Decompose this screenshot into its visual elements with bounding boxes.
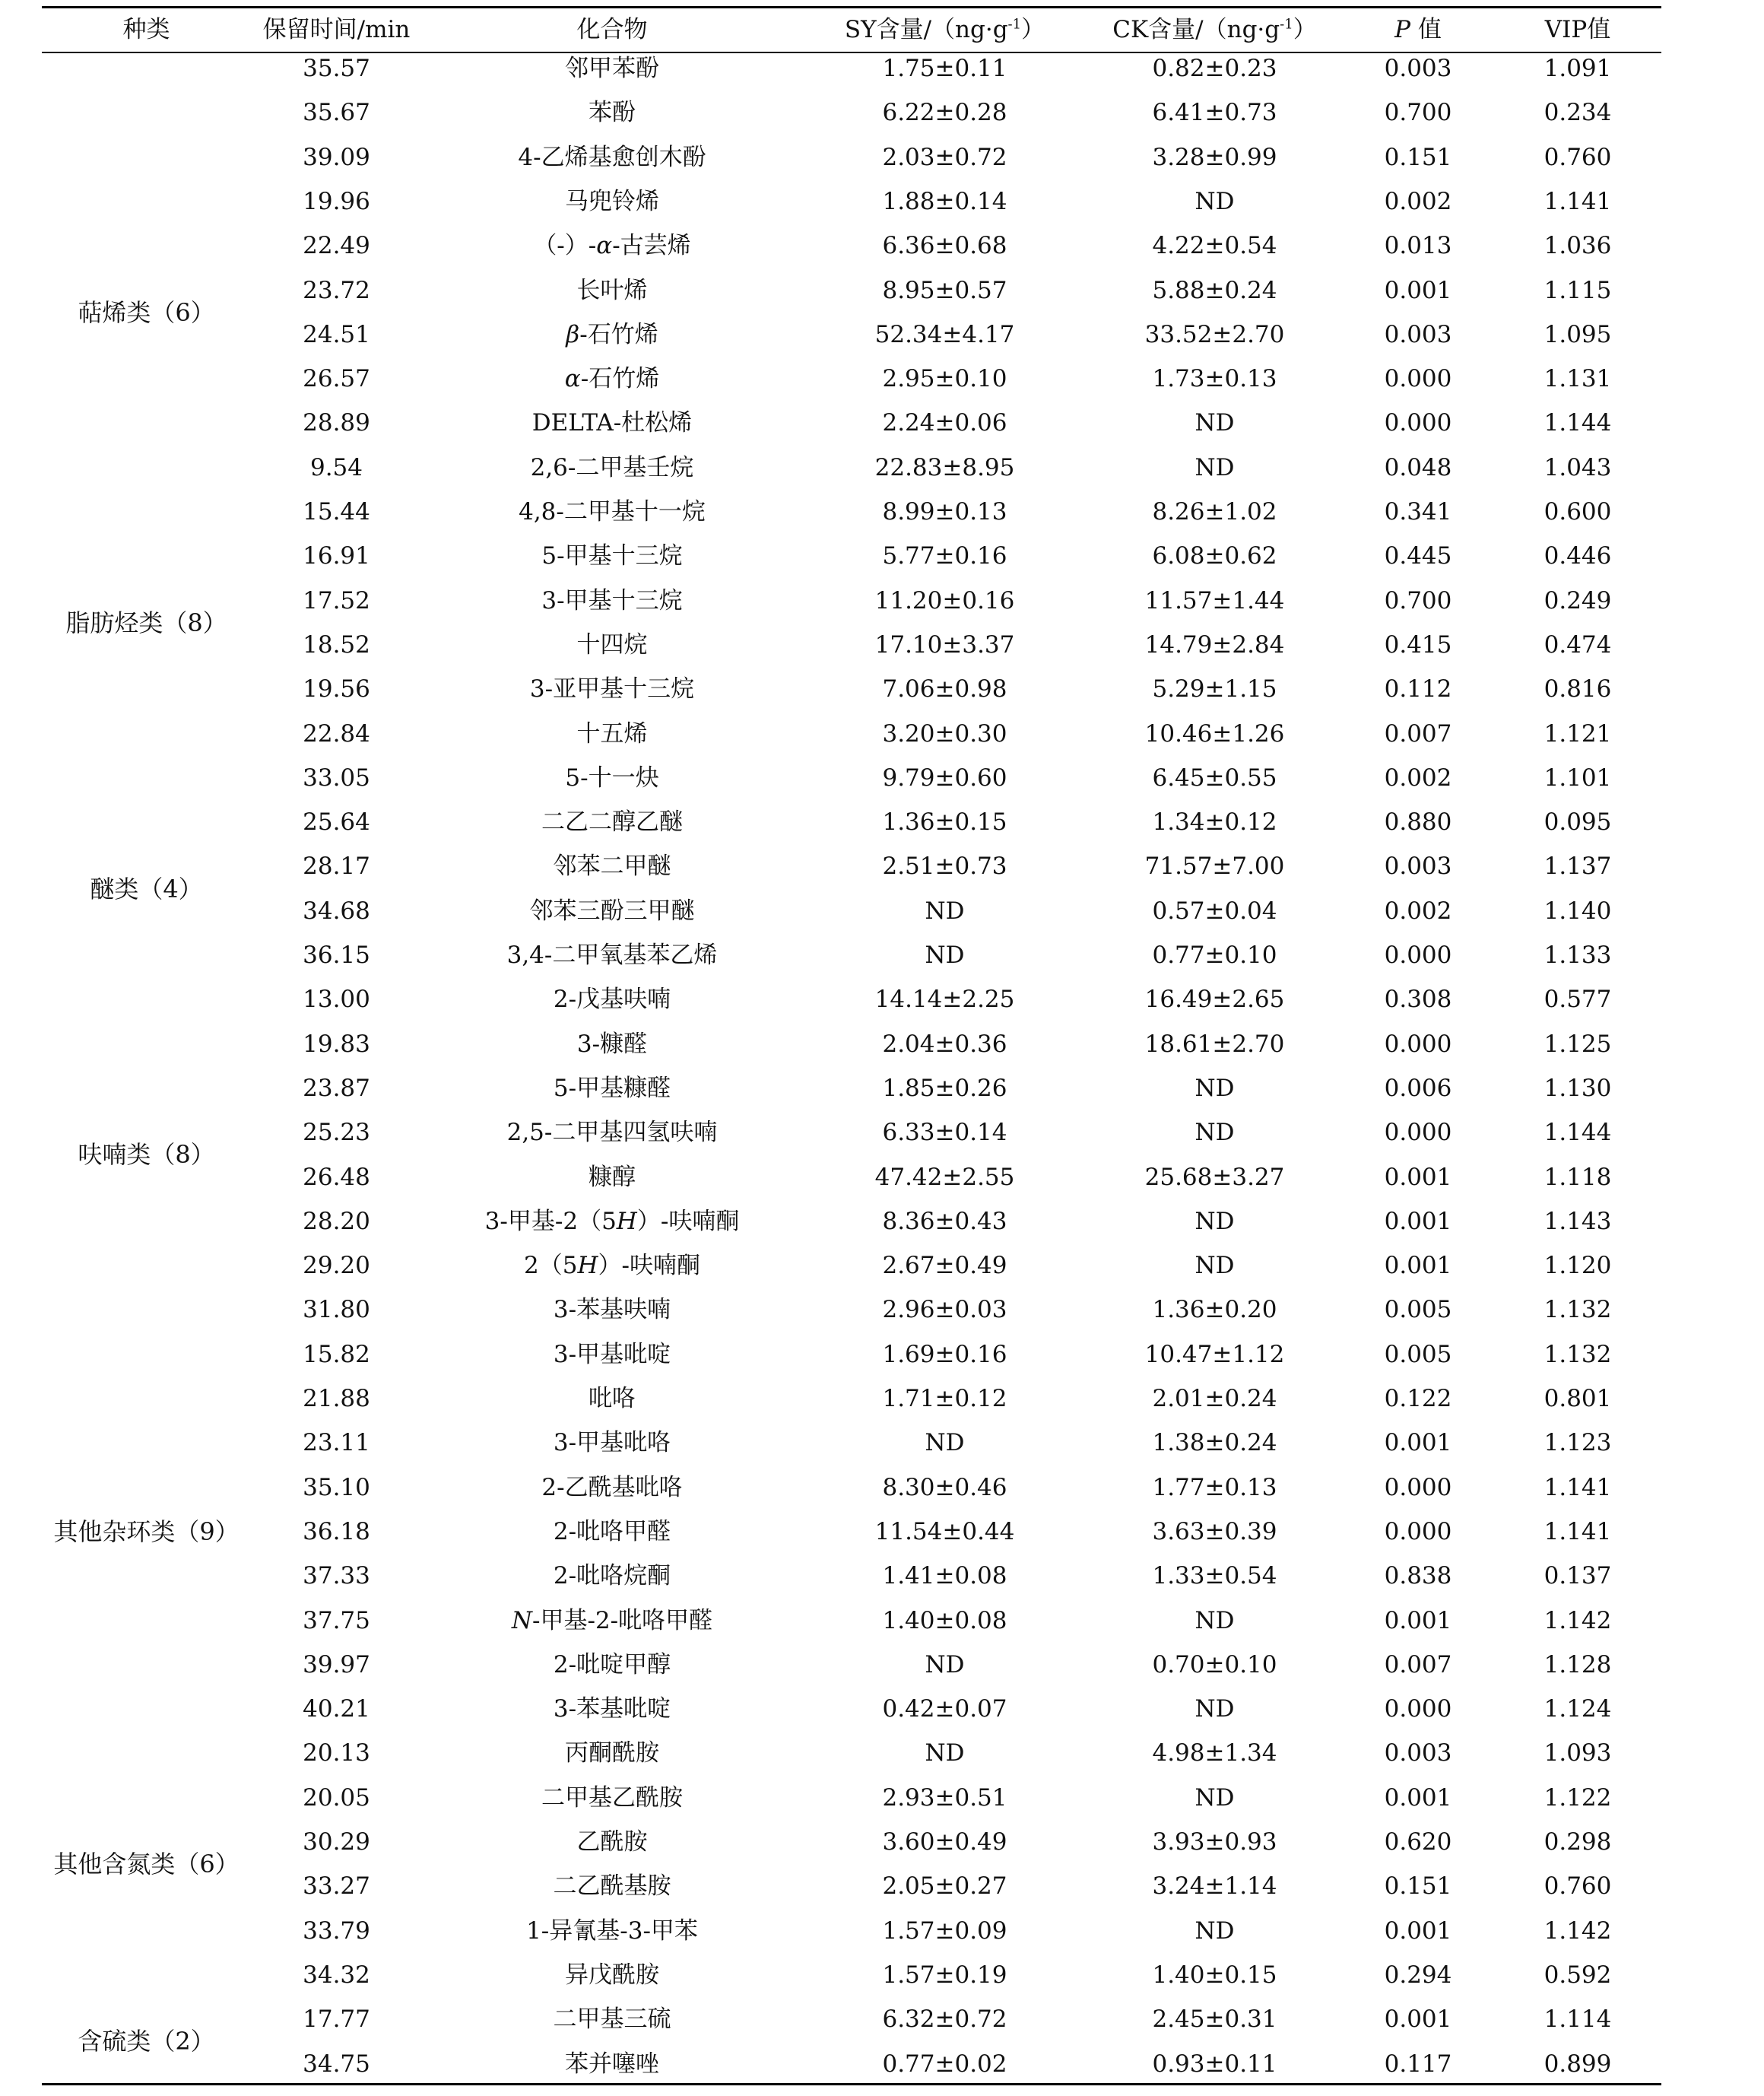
cell-compound: 2-吡咯烷酮 — [553, 1562, 671, 1590]
cell-ck-content: 1.34±0.12 — [1152, 808, 1277, 837]
cell-vip-value: 1.141 — [1544, 1473, 1612, 1501]
cell-sy-content: 47.42±2.55 — [874, 1163, 1015, 1191]
cell-p-value: 0.445 — [1384, 542, 1452, 570]
category-label: 醚类（4） — [90, 874, 203, 904]
cell-p-value: 0.003 — [1384, 55, 1452, 82]
cell-compound: 十五烯 — [576, 719, 648, 748]
cell-retention-time: 35.57 — [303, 55, 370, 82]
cell-compound: 2-吡啶甲醇 — [553, 1650, 671, 1678]
cell-p-value: 0.700 — [1384, 586, 1452, 615]
cell-vip-value: 0.760 — [1544, 1872, 1612, 1901]
cell-retention-time: 22.84 — [303, 719, 370, 748]
cell-retention-time: 36.15 — [303, 942, 370, 969]
cell-p-value: 0.151 — [1384, 1872, 1452, 1901]
cell-retention-time: 29.20 — [303, 1252, 370, 1280]
cell-sy-content: 1.85±0.26 — [882, 1074, 1007, 1102]
cell-retention-time: 28.17 — [303, 853, 370, 881]
cell-ck-content: ND — [1195, 1695, 1235, 1723]
cell-vip-value: 1.133 — [1544, 942, 1612, 969]
cell-compound: 2-戊基呋喃 — [553, 986, 671, 1014]
cell-compound: （-）-α-古芸烯 — [533, 232, 691, 260]
cell-vip-value: 0.577 — [1544, 986, 1612, 1014]
cell-ck-content: 5.29±1.15 — [1152, 675, 1277, 703]
cell-sy-content: 2.04±0.36 — [882, 1030, 1007, 1058]
cell-retention-time: 20.13 — [303, 1739, 370, 1767]
cell-vip-value: 0.816 — [1544, 675, 1612, 703]
cell-retention-time: 34.68 — [303, 897, 370, 925]
cell-vip-value: 1.124 — [1544, 1695, 1612, 1723]
cell-retention-time: 39.97 — [303, 1650, 370, 1678]
header-p-value: P 值 — [1394, 16, 1442, 43]
cell-compound: 3-苯基吡啶 — [553, 1695, 671, 1723]
cell-ck-content: 10.47±1.12 — [1144, 1340, 1285, 1368]
cell-ck-content: 4.22±0.54 — [1152, 232, 1277, 260]
cell-vip-value: 1.137 — [1544, 853, 1612, 881]
cell-sy-content: 1.40±0.08 — [882, 1606, 1007, 1634]
cell-p-value: 0.013 — [1384, 232, 1452, 260]
cell-vip-value: 0.801 — [1544, 1385, 1612, 1412]
cell-vip-value: 0.446 — [1544, 542, 1612, 570]
cell-retention-time: 25.23 — [303, 1119, 370, 1147]
cell-p-value: 0.001 — [1384, 1429, 1452, 1457]
cell-sy-content: 1.36±0.15 — [882, 808, 1007, 837]
cell-sy-content: ND — [925, 1650, 965, 1678]
cell-ck-content: 6.08±0.62 — [1152, 542, 1277, 570]
cell-sy-content: 22.83±8.95 — [874, 453, 1015, 481]
cell-sy-content: ND — [925, 897, 965, 925]
cell-compound: 5-甲基糠醛 — [553, 1074, 671, 1102]
cell-sy-content: ND — [925, 1429, 965, 1457]
cell-retention-time: 17.77 — [303, 2005, 370, 2034]
cell-p-value: 0.001 — [1384, 1783, 1452, 1812]
cell-sy-content: 2.24±0.06 — [882, 409, 1007, 437]
cell-p-value: 0.000 — [1384, 365, 1452, 393]
cell-compound: 3-甲基十三烷 — [541, 586, 683, 615]
cell-ck-content: 5.88±0.24 — [1152, 276, 1277, 304]
cell-p-value: 0.294 — [1384, 1961, 1452, 1989]
cell-compound: 2,6-二甲基壬烷 — [530, 453, 694, 481]
cell-p-value: 0.880 — [1384, 808, 1452, 837]
category-label: 含硫类（2） — [78, 2027, 215, 2056]
cell-compound: 二甲基三硫 — [553, 2005, 671, 2034]
cell-vip-value: 0.234 — [1544, 99, 1612, 127]
cell-p-value: 0.002 — [1384, 764, 1452, 792]
cell-p-value: 0.838 — [1384, 1562, 1452, 1590]
cell-vip-value: 1.036 — [1544, 232, 1612, 260]
cell-sy-content: 2.95±0.10 — [882, 365, 1007, 393]
cell-sy-content: 1.71±0.12 — [882, 1385, 1007, 1412]
cell-ck-content: 1.33±0.54 — [1152, 1562, 1277, 1590]
cell-compound: 马兜铃烯 — [565, 187, 659, 215]
cell-retention-time: 9.54 — [309, 453, 363, 481]
cell-sy-content: 7.06±0.98 — [882, 675, 1007, 703]
cell-compound: 二乙二醇乙醚 — [541, 808, 683, 837]
cell-ck-content: ND — [1195, 1606, 1235, 1634]
cell-retention-time: 37.33 — [303, 1562, 370, 1590]
cell-sy-content: 11.20±0.16 — [874, 586, 1015, 615]
cell-sy-content: 1.75±0.11 — [882, 55, 1007, 82]
cell-p-value: 0.112 — [1384, 675, 1452, 703]
cell-sy-content: 2.03±0.72 — [882, 143, 1007, 171]
cell-vip-value: 1.122 — [1544, 1783, 1612, 1812]
cell-ck-content: 0.70±0.10 — [1152, 1650, 1277, 1678]
header-retention-time: 保留时间/min — [262, 16, 411, 43]
cell-vip-value: 1.132 — [1544, 1340, 1612, 1368]
cell-p-value: 0.415 — [1384, 630, 1452, 659]
cell-ck-content: 10.46±1.26 — [1144, 719, 1285, 748]
cell-retention-time: 33.05 — [303, 764, 370, 792]
cell-compound: 2-吡咯甲醛 — [553, 1517, 671, 1545]
cell-sy-content: 52.34±4.17 — [874, 320, 1015, 348]
cell-compound: 乙酰胺 — [576, 1828, 648, 1856]
cell-retention-time: 18.52 — [303, 630, 370, 659]
cell-compound: 4-乙烯基愈创木酚 — [518, 143, 706, 171]
cell-p-value: 0.000 — [1384, 1695, 1452, 1723]
cell-p-value: 0.001 — [1384, 1606, 1452, 1634]
cell-compound: 2（5H）-呋喃酮 — [524, 1252, 700, 1280]
cell-retention-time: 33.79 — [303, 1917, 370, 1945]
cell-p-value: 0.620 — [1384, 1828, 1452, 1856]
cell-p-value: 0.003 — [1384, 853, 1452, 881]
cell-compound: 3-亚甲基十三烷 — [529, 675, 695, 703]
cell-retention-time: 23.11 — [303, 1429, 370, 1457]
cell-ck-content: 1.38±0.24 — [1152, 1429, 1277, 1457]
cell-compound: 2-乙酰基吡咯 — [541, 1473, 683, 1501]
cell-compound: 3-甲基吡咯 — [553, 1429, 671, 1457]
cell-p-value: 0.000 — [1384, 942, 1452, 969]
cell-sy-content: 2.96±0.03 — [882, 1296, 1007, 1324]
cell-vip-value: 1.142 — [1544, 1917, 1612, 1945]
cell-retention-time: 23.72 — [303, 276, 370, 304]
cell-retention-time: 31.80 — [303, 1296, 370, 1324]
cell-retention-time: 28.89 — [303, 409, 370, 437]
cell-retention-time: 21.88 — [303, 1385, 370, 1412]
cell-compound: 3-糠醛 — [576, 1030, 648, 1058]
cell-vip-value: 1.115 — [1544, 276, 1612, 304]
cell-compound: 5-十一炔 — [565, 764, 659, 792]
cell-vip-value: 1.142 — [1544, 1606, 1612, 1634]
cell-ck-content: 14.79±2.84 — [1144, 630, 1285, 659]
cell-p-value: 0.000 — [1384, 409, 1452, 437]
cell-vip-value: 1.118 — [1544, 1163, 1612, 1191]
cell-compound: β-石竹烯 — [566, 320, 658, 348]
cell-p-value: 0.000 — [1384, 1517, 1452, 1545]
cell-retention-time: 26.57 — [303, 365, 370, 393]
cell-p-value: 0.001 — [1384, 276, 1452, 304]
cell-compound: 苯并噻唑 — [565, 2050, 659, 2078]
cell-p-value: 0.001 — [1384, 2005, 1452, 2034]
cell-ck-content: 11.57±1.44 — [1144, 586, 1285, 615]
cell-sy-content: 2.05±0.27 — [882, 1872, 1007, 1901]
cell-p-value: 0.700 — [1384, 99, 1452, 127]
header-category: 种类 — [122, 16, 170, 43]
cell-sy-content: 5.77±0.16 — [882, 542, 1007, 570]
cell-ck-content: 8.26±1.02 — [1152, 498, 1277, 526]
cell-retention-time: 39.09 — [303, 143, 370, 171]
cell-ck-content: ND — [1195, 1783, 1235, 1812]
cell-vip-value: 1.043 — [1544, 453, 1612, 481]
cell-ck-content: 16.49±2.65 — [1144, 986, 1285, 1014]
cell-p-value: 0.048 — [1384, 453, 1452, 481]
cell-p-value: 0.002 — [1384, 897, 1452, 925]
category-label: 呋喃类（8） — [78, 1140, 215, 1170]
cell-p-value: 0.003 — [1384, 320, 1452, 348]
cell-retention-time: 16.91 — [303, 542, 370, 570]
cell-p-value: 0.003 — [1384, 1739, 1452, 1767]
cell-compound: 邻苯三酚三甲醚 — [529, 897, 695, 925]
cell-retention-time: 40.21 — [303, 1695, 370, 1723]
cell-sy-content: 0.42±0.07 — [882, 1695, 1007, 1723]
cell-sy-content: 1.88±0.14 — [882, 187, 1007, 215]
cell-vip-value: 1.144 — [1544, 409, 1612, 437]
cell-retention-time: 35.10 — [303, 1473, 370, 1501]
cell-p-value: 0.151 — [1384, 143, 1452, 171]
cell-sy-content: 1.57±0.19 — [882, 1961, 1007, 1989]
cell-vip-value: 1.123 — [1544, 1429, 1612, 1457]
cell-p-value: 0.341 — [1384, 498, 1452, 526]
category-label: 脂肪烃类（8） — [65, 608, 227, 637]
cell-retention-time: 19.56 — [303, 675, 370, 703]
cell-p-value: 0.001 — [1384, 1252, 1452, 1280]
cell-compound: 3-甲基吡啶 — [553, 1340, 671, 1368]
cell-retention-time: 34.32 — [303, 1961, 370, 1989]
cell-retention-time: 17.52 — [303, 586, 370, 615]
cell-ck-content: ND — [1195, 1207, 1235, 1235]
cell-vip-value: 0.298 — [1544, 1828, 1612, 1856]
cell-ck-content: ND — [1195, 1074, 1235, 1102]
cell-compound: 2,5-二甲基四氢呋喃 — [506, 1119, 718, 1147]
cell-vip-value: 1.125 — [1544, 1030, 1612, 1058]
cell-compound: 3-苯基呋喃 — [553, 1296, 671, 1324]
cell-vip-value: 0.899 — [1544, 2050, 1612, 2078]
header-sy-content: SY含量$/(ng\cdot g^{-1})$ — [844, 16, 1045, 43]
cell-ck-content: 0.57±0.04 — [1152, 897, 1277, 925]
cell-p-value: 0.117 — [1384, 2050, 1452, 2078]
cell-retention-time: 34.75 — [303, 2050, 370, 2078]
cell-vip-value: 1.143 — [1544, 1207, 1612, 1235]
cell-vip-value: 1.120 — [1544, 1252, 1612, 1280]
cell-vip-value: 1.091 — [1544, 55, 1612, 82]
cell-retention-time: 33.27 — [303, 1872, 370, 1901]
cell-ck-content: 25.68±3.27 — [1144, 1163, 1285, 1191]
cell-compound: 邻甲苯酚 — [565, 55, 659, 82]
cell-compound: 4,8-二甲基十一烷 — [519, 498, 706, 526]
cell-vip-value: 0.137 — [1544, 1562, 1612, 1590]
cell-compound: 苯酚 — [589, 99, 636, 127]
cell-sy-content: 9.79±0.60 — [882, 764, 1007, 792]
cell-vip-value: 0.249 — [1544, 586, 1612, 615]
cell-retention-time: 20.05 — [303, 1783, 370, 1812]
cell-retention-time: 30.29 — [303, 1828, 370, 1856]
header-compound: 化合物 — [576, 16, 648, 43]
cell-vip-value: 0.592 — [1544, 1961, 1612, 1989]
header-vip-value: VIP值 — [1544, 16, 1611, 43]
cell-retention-time: 13.00 — [303, 986, 370, 1014]
cell-vip-value: 0.760 — [1544, 143, 1612, 171]
cell-ck-content: 3.24±1.14 — [1152, 1872, 1277, 1901]
cell-p-value: 0.000 — [1384, 1473, 1452, 1501]
cell-ck-content: 1.40±0.15 — [1152, 1961, 1277, 1989]
cell-sy-content: 8.30±0.46 — [882, 1473, 1007, 1501]
cell-sy-content: 3.60±0.49 — [882, 1828, 1007, 1856]
cell-retention-time: 23.87 — [303, 1074, 370, 1102]
cell-ck-content: 3.93±0.93 — [1152, 1828, 1277, 1856]
cell-retention-time: 25.64 — [303, 808, 370, 837]
cell-retention-time: 22.49 — [303, 232, 370, 260]
cell-retention-time: 26.48 — [303, 1163, 370, 1191]
cell-sy-content: 0.77±0.02 — [882, 2050, 1007, 2078]
cell-sy-content: 8.95±0.57 — [882, 276, 1007, 304]
cell-retention-time: 36.18 — [303, 1517, 370, 1545]
cell-vip-value: 1.130 — [1544, 1074, 1612, 1102]
cell-ck-content: ND — [1195, 1917, 1235, 1945]
cell-ck-content: ND — [1195, 453, 1235, 481]
cell-p-value: 0.001 — [1384, 1207, 1452, 1235]
cell-p-value: 0.122 — [1384, 1385, 1452, 1412]
cell-vip-value: 1.095 — [1544, 320, 1612, 348]
cell-compound: 丙酮酰胺 — [565, 1739, 659, 1767]
cell-ck-content: 3.63±0.39 — [1152, 1517, 1277, 1545]
cell-sy-content: ND — [925, 1739, 965, 1767]
cell-vip-value: 1.141 — [1544, 187, 1612, 215]
cell-compound: 二乙酰基胺 — [553, 1872, 671, 1901]
cell-p-value: 0.005 — [1384, 1340, 1452, 1368]
cell-compound: 1-异氰基-3-甲苯 — [526, 1917, 698, 1945]
cell-vip-value: 1.141 — [1544, 1517, 1612, 1545]
cell-ck-content: 6.41±0.73 — [1152, 99, 1277, 127]
cell-compound: 糠醇 — [589, 1163, 636, 1191]
cell-sy-content: 1.41±0.08 — [882, 1562, 1007, 1590]
cell-ck-content: 2.45±0.31 — [1152, 2005, 1277, 2034]
cell-vip-value: 0.600 — [1544, 498, 1612, 526]
cell-compound: DELTA-杜松烯 — [531, 409, 693, 437]
cell-p-value: 0.002 — [1384, 187, 1452, 215]
cell-p-value: 0.007 — [1384, 719, 1452, 748]
cell-ck-content: ND — [1195, 1252, 1235, 1280]
cell-sy-content: 6.36±0.68 — [882, 232, 1007, 260]
cell-p-value: 0.001 — [1384, 1917, 1452, 1945]
cell-sy-content: 17.10±3.37 — [874, 630, 1015, 659]
cell-compound: 吡咯 — [589, 1385, 636, 1412]
cell-ck-content: 0.93±0.11 — [1152, 2050, 1277, 2078]
cell-compound: 3,4-二甲氧基苯乙烯 — [506, 942, 718, 969]
cell-vip-value: 0.095 — [1544, 808, 1612, 837]
cell-compound: 5-甲基十三烷 — [541, 542, 683, 570]
cell-sy-content: ND — [925, 942, 965, 969]
cell-sy-content: 6.33±0.14 — [882, 1119, 1007, 1147]
cell-ck-content: 0.82±0.23 — [1152, 55, 1277, 82]
cell-sy-content: 2.93±0.51 — [882, 1783, 1007, 1812]
cell-retention-time: 15.82 — [303, 1340, 370, 1368]
cell-retention-time: 37.75 — [303, 1606, 370, 1634]
cell-ck-content: 6.45±0.55 — [1152, 764, 1277, 792]
cell-compound: 长叶烯 — [576, 276, 648, 304]
cell-sy-content: 11.54±0.44 — [874, 1517, 1015, 1545]
cell-compound: 二甲基乙酰胺 — [541, 1783, 683, 1812]
cell-p-value: 0.006 — [1384, 1074, 1452, 1102]
header-ck-content: CK含量$/(ng\cdot g^{-1})$ — [1112, 16, 1317, 43]
cell-compound: 十四烷 — [576, 630, 648, 659]
cell-ck-content: 1.73±0.13 — [1152, 365, 1277, 393]
cell-p-value: 0.007 — [1384, 1650, 1452, 1678]
cell-ck-content: 71.57±7.00 — [1144, 853, 1285, 881]
cell-compound: N-甲基-2-吡咯甲醛 — [511, 1606, 713, 1634]
cell-vip-value: 1.121 — [1544, 719, 1612, 748]
cell-vip-value: 1.101 — [1544, 764, 1612, 792]
cell-compound: α-石竹烯 — [564, 365, 660, 393]
cell-p-value: 0.000 — [1384, 1119, 1452, 1147]
cell-sy-content: 14.14±2.25 — [874, 986, 1015, 1014]
cell-ck-content: ND — [1195, 187, 1235, 215]
cell-sy-content: 2.51±0.73 — [882, 853, 1007, 881]
cell-compound: 邻苯二甲醚 — [553, 853, 671, 881]
cell-compound: 3-甲基-2（5H）-呋喃酮 — [484, 1207, 740, 1235]
cell-ck-content: 3.28±0.99 — [1152, 143, 1277, 171]
cell-sy-content: 8.99±0.13 — [882, 498, 1007, 526]
cell-p-value: 0.000 — [1384, 1030, 1452, 1058]
cell-ck-content: 4.98±1.34 — [1152, 1739, 1277, 1767]
cell-vip-value: 1.093 — [1544, 1739, 1612, 1767]
cell-sy-content: 1.69±0.16 — [882, 1340, 1007, 1368]
cell-retention-time: 19.83 — [303, 1030, 370, 1058]
cell-ck-content: 0.77±0.10 — [1152, 942, 1277, 969]
cell-retention-time: 19.96 — [303, 187, 370, 215]
category-label: 其他杂环类（9） — [53, 1516, 240, 1546]
cell-p-value: 0.005 — [1384, 1296, 1452, 1324]
cell-ck-content: 18.61±2.70 — [1144, 1030, 1285, 1058]
cell-vip-value: 0.474 — [1544, 630, 1612, 659]
cell-retention-time: 35.67 — [303, 99, 370, 127]
cell-p-value: 0.001 — [1384, 1163, 1452, 1191]
cell-retention-time: 24.51 — [303, 320, 370, 348]
cell-vip-value: 1.140 — [1544, 897, 1612, 925]
cell-ck-content: 2.01±0.24 — [1152, 1385, 1277, 1412]
cell-sy-content: 3.20±0.30 — [882, 719, 1007, 748]
category-label: 其他含氮类（6） — [53, 1850, 240, 1879]
cell-p-value: 0.308 — [1384, 986, 1452, 1014]
cell-ck-content: ND — [1195, 409, 1235, 437]
cell-vip-value: 1.114 — [1544, 2005, 1612, 2034]
cell-vip-value: 1.132 — [1544, 1296, 1612, 1324]
cell-sy-content: 8.36±0.43 — [882, 1207, 1007, 1235]
cell-vip-value: 1.144 — [1544, 1119, 1612, 1147]
cell-vip-value: 1.128 — [1544, 1650, 1612, 1678]
cell-sy-content: 2.67±0.49 — [882, 1252, 1007, 1280]
cell-sy-content: 6.32±0.72 — [882, 2005, 1007, 2034]
category-label: 萜烯类（6） — [78, 297, 215, 327]
cell-vip-value: 1.131 — [1544, 365, 1612, 393]
cell-ck-content: 1.36±0.20 — [1152, 1296, 1277, 1324]
cell-ck-content: 33.52±2.70 — [1144, 320, 1285, 348]
cell-retention-time: 28.20 — [303, 1207, 370, 1235]
cell-retention-time: 15.44 — [303, 498, 370, 526]
cell-sy-content: 1.57±0.09 — [882, 1917, 1007, 1945]
cell-sy-content: 6.22±0.28 — [882, 99, 1007, 127]
cell-ck-content: 1.77±0.13 — [1152, 1473, 1277, 1501]
cell-ck-content: ND — [1195, 1119, 1235, 1147]
cell-compound: 异戊酰胺 — [565, 1961, 659, 1989]
